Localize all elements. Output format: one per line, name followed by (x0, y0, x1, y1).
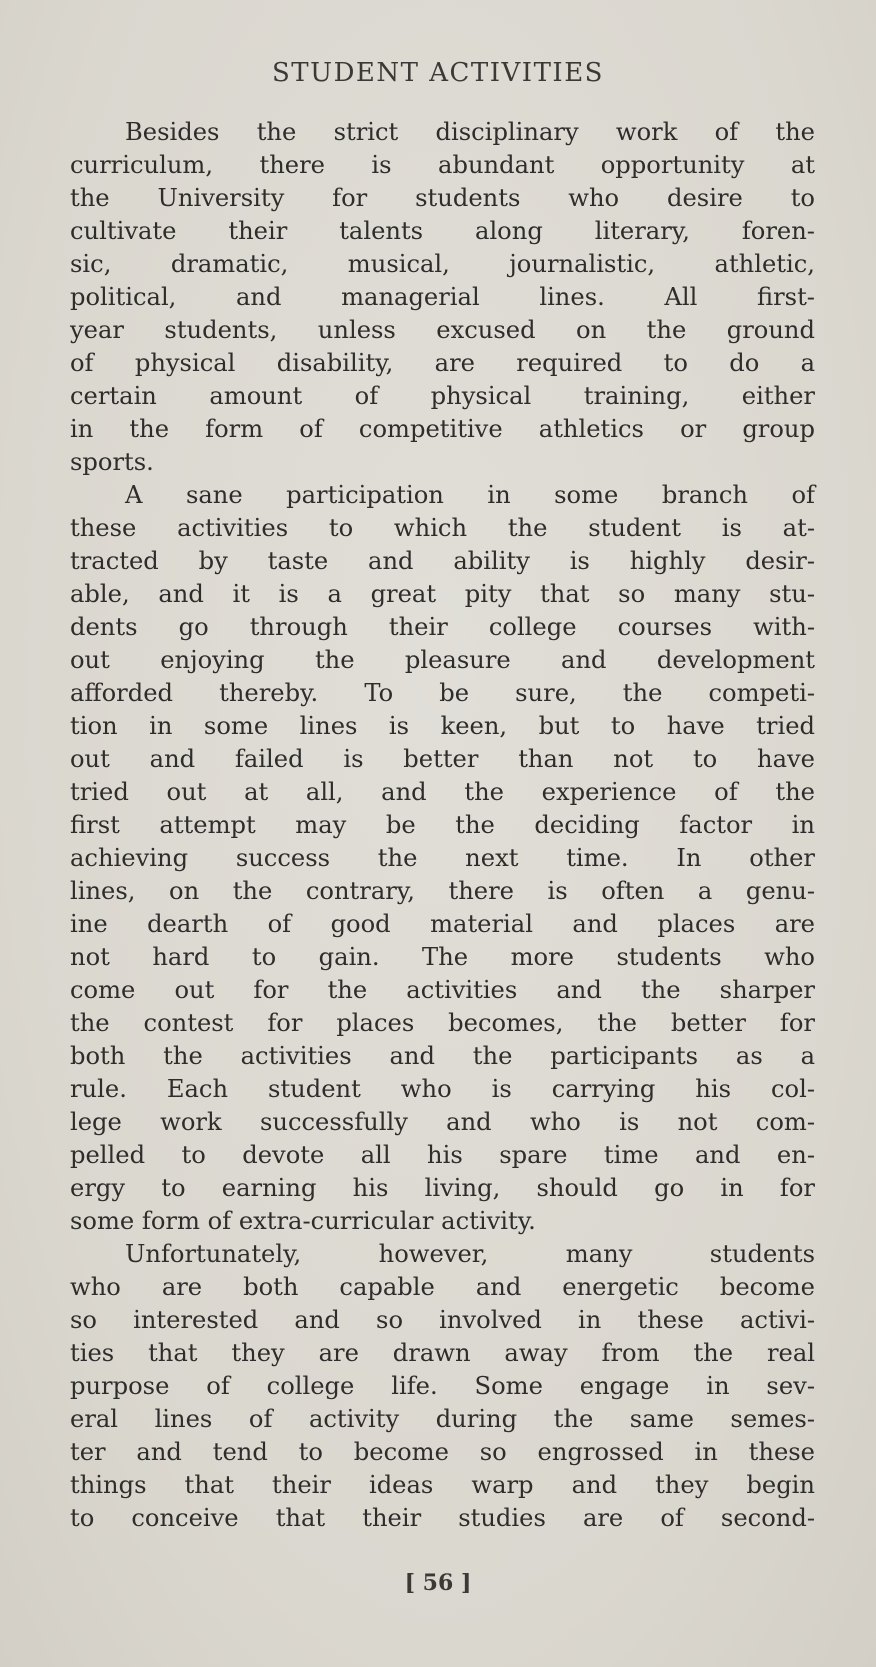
text-line: the University for students who desire to (70, 184, 815, 212)
text-line: these activities to which the student is at- (70, 514, 815, 542)
text-line: Besides the strict disciplinary work of the (125, 118, 815, 146)
text-line: year students, unless excused on the ground (70, 316, 815, 344)
text-line: eral lines of activity during the same semes- (70, 1405, 815, 1433)
text-line: lege work successfully and who is not com- (70, 1108, 815, 1136)
text-line: of physical disability, are required to do a (70, 349, 815, 377)
text-line: come out for the activities and the sharper (70, 976, 815, 1004)
text-line: afforded thereby. To be sure, the competi- (70, 679, 815, 707)
text-line: purpose of college life. Some engage in sev- (70, 1372, 815, 1400)
text-line: sic, dramatic, musical, journalistic, athletic, (70, 250, 815, 278)
text-line: curriculum, there is abundant opportunity at (70, 151, 815, 179)
text-line: certain amount of physical training, either (70, 382, 815, 410)
text-line: the contest for places becomes, the better for (70, 1009, 815, 1037)
text-line: ergy to earning his living, should go in for (70, 1174, 815, 1202)
text-line: tion in some lines is keen, but to have tried (70, 712, 815, 740)
text-line: out and failed is better than not to have (70, 745, 815, 773)
text-line: out enjoying the pleasure and development (70, 646, 815, 674)
text-line: A sane participation in some branch of (125, 481, 815, 509)
page-heading: STUDENT ACTIVITIES (272, 58, 604, 88)
text-line: ties that they are drawn away from the real (70, 1339, 815, 1367)
text-line: tried out at all, and the experience of the (70, 778, 815, 806)
text-line: tracted by taste and ability is highly desir- (70, 547, 815, 575)
text-line: Unfortunately, however, many students (125, 1240, 815, 1268)
text-line: first attempt may be the deciding factor in (70, 811, 815, 839)
page-number: [ 56 ] (404, 1570, 472, 1596)
text-line: cultivate their talents along literary, foren- (70, 217, 815, 245)
text-line: not hard to gain. The more students who (70, 943, 815, 971)
text-line: lines, on the contrary, there is often a genu- (70, 877, 815, 905)
text-line: ter and tend to become so engrossed in these (70, 1438, 815, 1466)
text-line: dents go through their college courses with- (70, 613, 815, 641)
text-line: to conceive that their studies are of second- (70, 1504, 815, 1532)
text-line: in the form of competitive athletics or group (70, 415, 815, 443)
text-line: both the activities and the participants as a (70, 1042, 815, 1070)
text-line: sports. (70, 448, 154, 476)
text-line: political, and managerial lines. All first- (70, 283, 815, 311)
text-line: some form of extra-curricular activity. (70, 1207, 536, 1235)
text-line: so interested and so involved in these activi- (70, 1306, 815, 1334)
text-line: able, and it is a great pity that so many stu- (70, 580, 815, 608)
text-line: rule. Each student who is carrying his col- (70, 1075, 815, 1103)
text-line: pelled to devote all his spare time and en- (70, 1141, 815, 1169)
text-line: achieving success the next time. In other (70, 844, 815, 872)
text-line: who are both capable and energetic become (70, 1273, 815, 1301)
body-text (70, 116, 815, 1535)
text-line: things that their ideas warp and they begin (70, 1471, 815, 1499)
text-line: ine dearth of good material and places are (70, 910, 815, 938)
